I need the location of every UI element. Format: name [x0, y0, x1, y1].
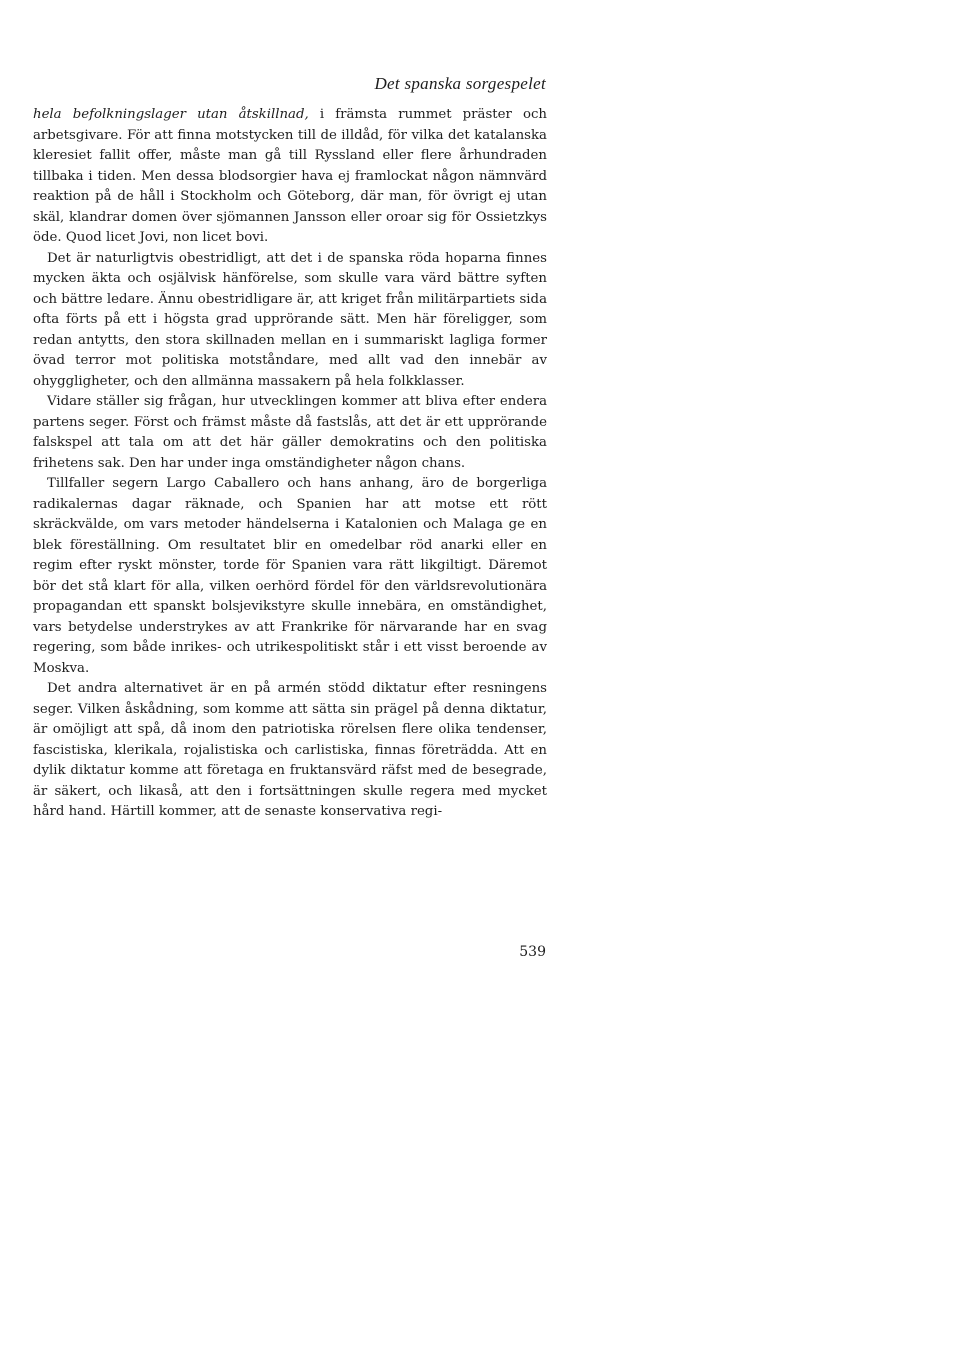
page-number: 539 — [519, 944, 546, 960]
running-title: Det spanska sorgespelet — [374, 74, 546, 93]
paragraph-2: Det är naturligtvis obestridligt, att det i de spanska röda hoparna finnes mycken äkta och osjälvisk hänförelse, som skulle vara värd bättre syften och bättre ledare. Ännu obestridligare är, att kriget från militärpartiets sida ofta förts på ett i högsta grad upprörande sätt. Men här föreligger, som redan antytts, den stora skillnaden mellan en i summariskt lagliga former övad terror mot politiska motståndare, med allt vad den innebär av ohyggligheter, och den allmänna massakern på hela folkklasser. — [33, 250, 547, 389]
paragraph-1-text: i främsta rummet präster och arbetsgivare. För att finna motstycken till de illdåd, för vilka det katalanska kleresiet fallit offer, måste man gå till Ryssland eller flere århundraden tillbaka i tiden. Men dessa blodsorgier hava ej framlockat någon nämnvärd reaktion på de håll i Stockholm och Göteborg, där man, för övrigt ej utan skäl, klandrar domen över sjömannen Jansson eller oroar sig för Ossietzkys öde. Quod licet Jovi, non licet bovi. — [33, 107, 547, 245]
paragraph-4: Tillfaller segern Largo Caballero och hans anhang, äro de borgerliga radikalernas dagar räknade, och Spanien har att motse ett rött skräckvälde, om vars metoder händelserna i Katalonien och Malaga ge en blek föreställning. Om resultatet blir en omedelbar röd anarki eller en regim efter ryskt mönster, torde för Spanien vara rätt likgiltigt. Däremot bör det stå klart för alla, vilken oerhörd fördel för den världsrevolutionära propagandan ett spanskt bolsjevikstyre skulle innebära, en omständighet, vars betydelse understrykes av att Frankrike för närvarande har en svag regering, som både inrikes- och utrikespolitiskt står i ett visst beroende av Moskva. — [33, 476, 547, 676]
italic-phrase: hela befolkningslager utan åtskillnad, — [33, 107, 309, 122]
body-text — [33, 105, 547, 823]
paragraph-1 — [33, 105, 547, 249]
paragraph-5: Det andra alternativet är en på armén stödd diktatur efter resningens seger. Vilken åskådning, som komme att sätta sin prägel på denna diktatur, är omöjligt att spå, då inom den patriotiska rörelsen flere olika tendenser, fascistiska, klerikala, rojalistiska och carlistiska, finnas företrädda. Att en dylik diktatur komme att företaga en fruktansvärd räfst med de besegrade, är säkert, och likaså, att den i fortsättningen skulle regera med mycket hård hand. Härtill kommer, att de senaste konservativa regi- — [33, 681, 547, 819]
paragraph-3: Vidare ställer sig frågan, hur utvecklingen kommer att bliva efter endera partens seger. Först och främst måste då fastslås, att det är ett upprörande falskspel att tala om att det här gäller demokratins och den politiska frihetens sak. Den har under inga omständigheter någon chans. — [33, 394, 547, 471]
